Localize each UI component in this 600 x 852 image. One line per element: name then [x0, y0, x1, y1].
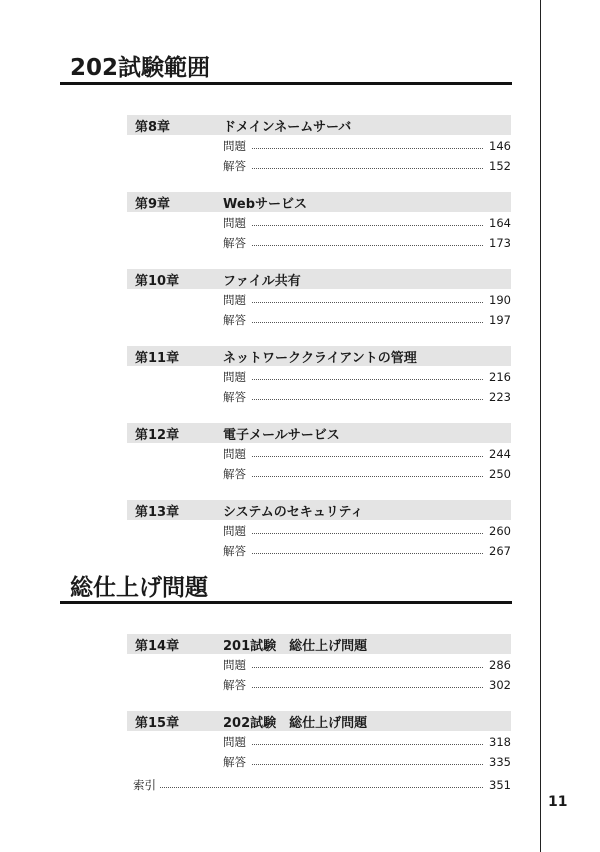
toc-row-answers[interactable] — [127, 310, 511, 329]
chapter-header — [127, 634, 511, 654]
toc-row-answers[interactable] — [127, 675, 511, 694]
dot-leader — [252, 302, 483, 303]
section-rule — [60, 601, 512, 604]
toc-row-index[interactable] — [133, 775, 511, 794]
dot-leader — [252, 553, 483, 554]
dot-leader — [252, 245, 483, 246]
toc-row-answers[interactable] — [127, 233, 511, 252]
row-label: 解答 — [223, 389, 246, 404]
page-number: 11 — [548, 794, 568, 810]
chapter-title: 201試験 総仕上げ問題 — [223, 638, 368, 654]
row-label: 解答 — [223, 158, 246, 173]
chapter-number: 第12章 — [135, 427, 180, 443]
margin-vertical-rule — [540, 0, 541, 852]
row-label: 解答 — [223, 543, 246, 558]
chapter-number: 第8章 — [135, 119, 171, 135]
toc-row-answers[interactable] — [127, 156, 511, 175]
toc-row-questions[interactable] — [127, 290, 511, 309]
chapter-10 — [127, 269, 511, 329]
page-ref: 173 — [489, 235, 511, 250]
dot-leader — [252, 148, 483, 149]
toc-row-questions[interactable] — [127, 136, 511, 155]
chapter-number: 第14章 — [135, 638, 180, 654]
chapter-title: システムのセキュリティ — [223, 504, 364, 520]
chapter-header — [127, 500, 511, 520]
row-label: 解答 — [223, 754, 246, 769]
row-label: 問題 — [223, 138, 246, 153]
chapter-14 — [127, 634, 511, 694]
chapter-number: 第13章 — [135, 504, 180, 520]
dot-leader — [252, 667, 483, 668]
page-ref: 164 — [489, 215, 511, 230]
chapter-9 — [127, 192, 511, 252]
page-ref: 260 — [489, 523, 511, 538]
chapter-title: 電子メールサービス — [223, 427, 340, 443]
chapter-number: 第15章 — [135, 715, 180, 731]
chapter-title: ネットワーククライアントの管理 — [223, 350, 417, 366]
page-ref: 267 — [489, 543, 511, 558]
toc-row-questions[interactable] — [127, 213, 511, 232]
row-label: 問題 — [223, 292, 246, 307]
chapter-title: Webサービス — [223, 196, 307, 212]
section-rule — [60, 82, 512, 85]
chapter-title: 202試験 総仕上げ問題 — [223, 715, 368, 731]
dot-leader — [252, 687, 483, 688]
dot-leader — [252, 225, 483, 226]
chapter-header — [127, 346, 511, 366]
row-label: 解答 — [223, 235, 246, 250]
dot-leader — [252, 168, 483, 169]
page-ref: 223 — [489, 389, 511, 404]
chapter-header — [127, 711, 511, 731]
page-ref: 190 — [489, 292, 511, 307]
page-ref: 318 — [489, 734, 511, 749]
chapter-number: 第10章 — [135, 273, 180, 289]
toc-row-answers[interactable] — [127, 387, 511, 406]
row-label: 問題 — [223, 523, 246, 538]
page-ref: 152 — [489, 158, 511, 173]
row-label: 解答 — [223, 312, 246, 327]
chapter-title: ドメインネームサーバ — [223, 119, 352, 135]
chapter-header — [127, 115, 511, 135]
dot-leader — [252, 476, 483, 477]
chapter-11 — [127, 346, 511, 406]
chapter-number: 第11章 — [135, 350, 180, 366]
toc-row-answers[interactable] — [127, 541, 511, 560]
dot-leader — [160, 787, 483, 788]
row-label: 解答 — [223, 677, 246, 692]
row-label: 問題 — [223, 657, 246, 672]
toc-row-questions[interactable] — [127, 521, 511, 540]
chapter-header — [127, 192, 511, 212]
chapter-header — [127, 269, 511, 289]
dot-leader — [252, 744, 483, 745]
page-ref: 216 — [489, 369, 511, 384]
chapter-header — [127, 423, 511, 443]
toc-row-answers[interactable] — [127, 464, 511, 483]
chapter-8 — [127, 115, 511, 175]
page-ref: 250 — [489, 466, 511, 481]
row-label: 問題 — [223, 369, 246, 384]
toc-row-questions[interactable] — [127, 655, 511, 674]
toc-row-questions[interactable] — [127, 732, 511, 751]
dot-leader — [252, 322, 483, 323]
page-ref: 302 — [489, 677, 511, 692]
index-label: 索引 — [133, 777, 156, 792]
page-ref: 335 — [489, 754, 511, 769]
toc-row-answers[interactable] — [127, 752, 511, 771]
page-ref: 197 — [489, 312, 511, 327]
chapter-number: 第9章 — [135, 196, 171, 212]
row-label: 解答 — [223, 466, 246, 481]
dot-leader — [252, 533, 483, 534]
page-ref: 286 — [489, 657, 511, 672]
chapter-title: ファイル共有 — [223, 273, 301, 289]
index-page-ref: 351 — [489, 777, 511, 792]
row-label: 問題 — [223, 734, 246, 749]
row-label: 問題 — [223, 446, 246, 461]
chapter-15 — [127, 711, 511, 771]
chapter-12 — [127, 423, 511, 483]
dot-leader — [252, 399, 483, 400]
dot-leader — [252, 456, 483, 457]
page-ref: 146 — [489, 138, 511, 153]
page-ref: 244 — [489, 446, 511, 461]
chapter-13 — [127, 500, 511, 560]
row-label: 問題 — [223, 215, 246, 230]
section-title-final-review: 総仕上げ問題 — [70, 575, 208, 601]
dot-leader — [252, 379, 483, 380]
dot-leader — [252, 764, 483, 765]
section-title-202-range: 202試験範囲 — [70, 55, 211, 81]
toc-row-questions[interactable] — [127, 367, 511, 386]
toc-row-questions[interactable] — [127, 444, 511, 463]
